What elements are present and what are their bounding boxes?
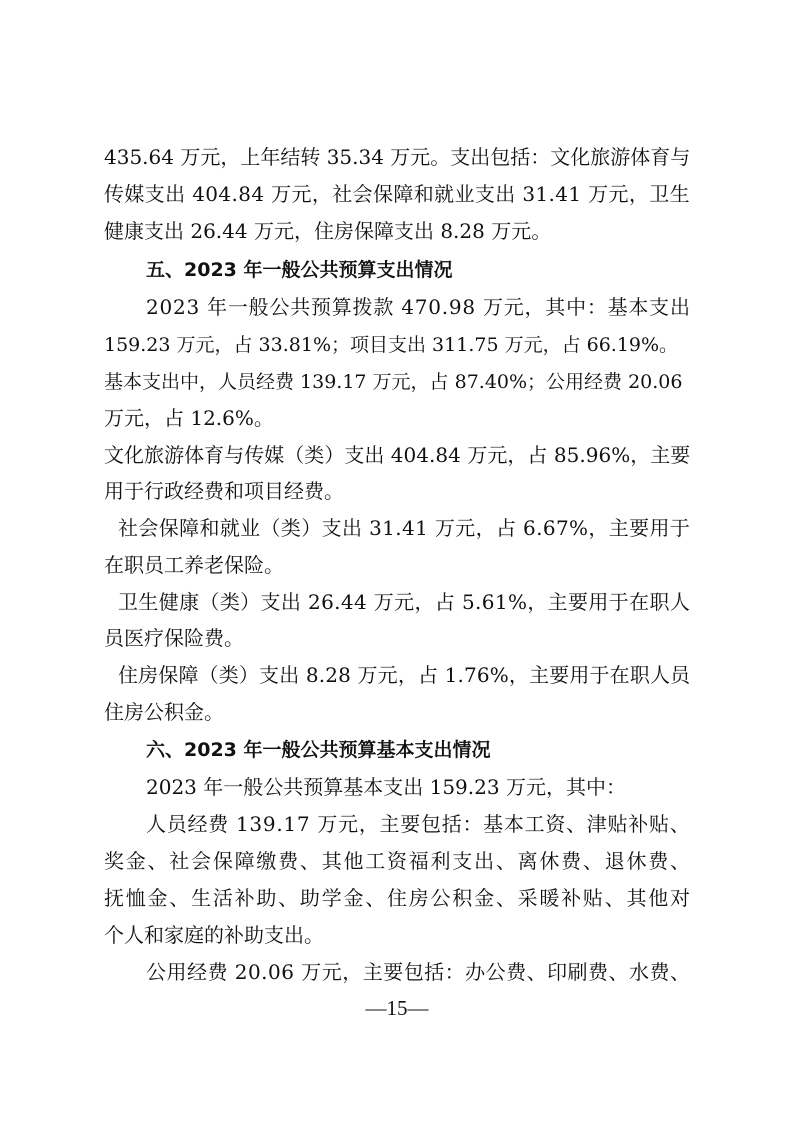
paragraph-line: 员医疗保险费。	[104, 626, 244, 650]
paragraph-line: 卫生健康（类）支出 26.44 万元，占 5.61%，主要用于在职人	[118, 590, 691, 614]
paragraph-line: 健康支出 26.44 万元，住房保障支出 8.28 万元。	[104, 219, 552, 243]
page-number: —15—	[365, 996, 429, 1020]
paragraph-line: 社会保障和就业（类）支出 31.41 万元，占 6.67%，主要用于	[118, 516, 691, 540]
paragraph-line: 个人和家庭的补助支出。	[104, 923, 324, 947]
paragraph-line: 用于行政经费和项目经费。	[104, 479, 344, 503]
paragraph-line: 文化旅游体育与传媒（类）支出 404.84 万元，占 85.96%，主要	[104, 443, 691, 467]
paragraph-line: 住房保障（类）支出 8.28 万元，占 1.76%，主要用于在职人员	[118, 663, 691, 687]
paragraph-line: 公用经费 20.06 万元，主要包括：办公费、印刷费、水费、	[146, 960, 691, 984]
paragraph-line: 奖金、社会保障缴费、其他工资福利支出、离休费、退休费、	[104, 849, 692, 873]
paragraph-line: 435.64 万元，上年结转 35.34 万元。支出包括：文化旅游体育与	[104, 145, 691, 169]
paragraph-line: 抚恤金、生活补助、助学金、住房公积金、采暖补贴、其他对	[104, 886, 692, 910]
paragraph-line: 基本支出中，人员经费 139.17 万元，占 87.40%；公用经费 20.06	[104, 371, 683, 393]
paragraph-line: 2023 年一般公共预算拨款 470.98 万元，其中：基本支出	[146, 295, 691, 319]
paragraph-line: 在职员工养老保险。	[104, 553, 284, 577]
section-heading: 五、2023 年一般公共预算支出情况	[146, 259, 453, 281]
paragraph-line: 159.23 万元，占 33.81%；项目支出 311.75 万元，占 66.19%。	[104, 334, 679, 356]
paragraph-line: 万元，占 12.6%。	[104, 406, 274, 430]
paragraph-line: 传媒支出 404.84 万元，社会保障和就业支出 31.41 万元，卫生	[104, 182, 691, 206]
section-heading: 六、2023 年一般公共预算基本支出情况	[146, 739, 491, 761]
paragraph-line: 住房公积金。	[104, 700, 224, 724]
paragraph-line: 人员经费 139.17 万元，主要包括：基本工资、津贴补贴、	[146, 812, 691, 836]
paragraph-line: 2023 年一般公共预算基本支出 159.23 万元，其中：	[146, 775, 626, 799]
